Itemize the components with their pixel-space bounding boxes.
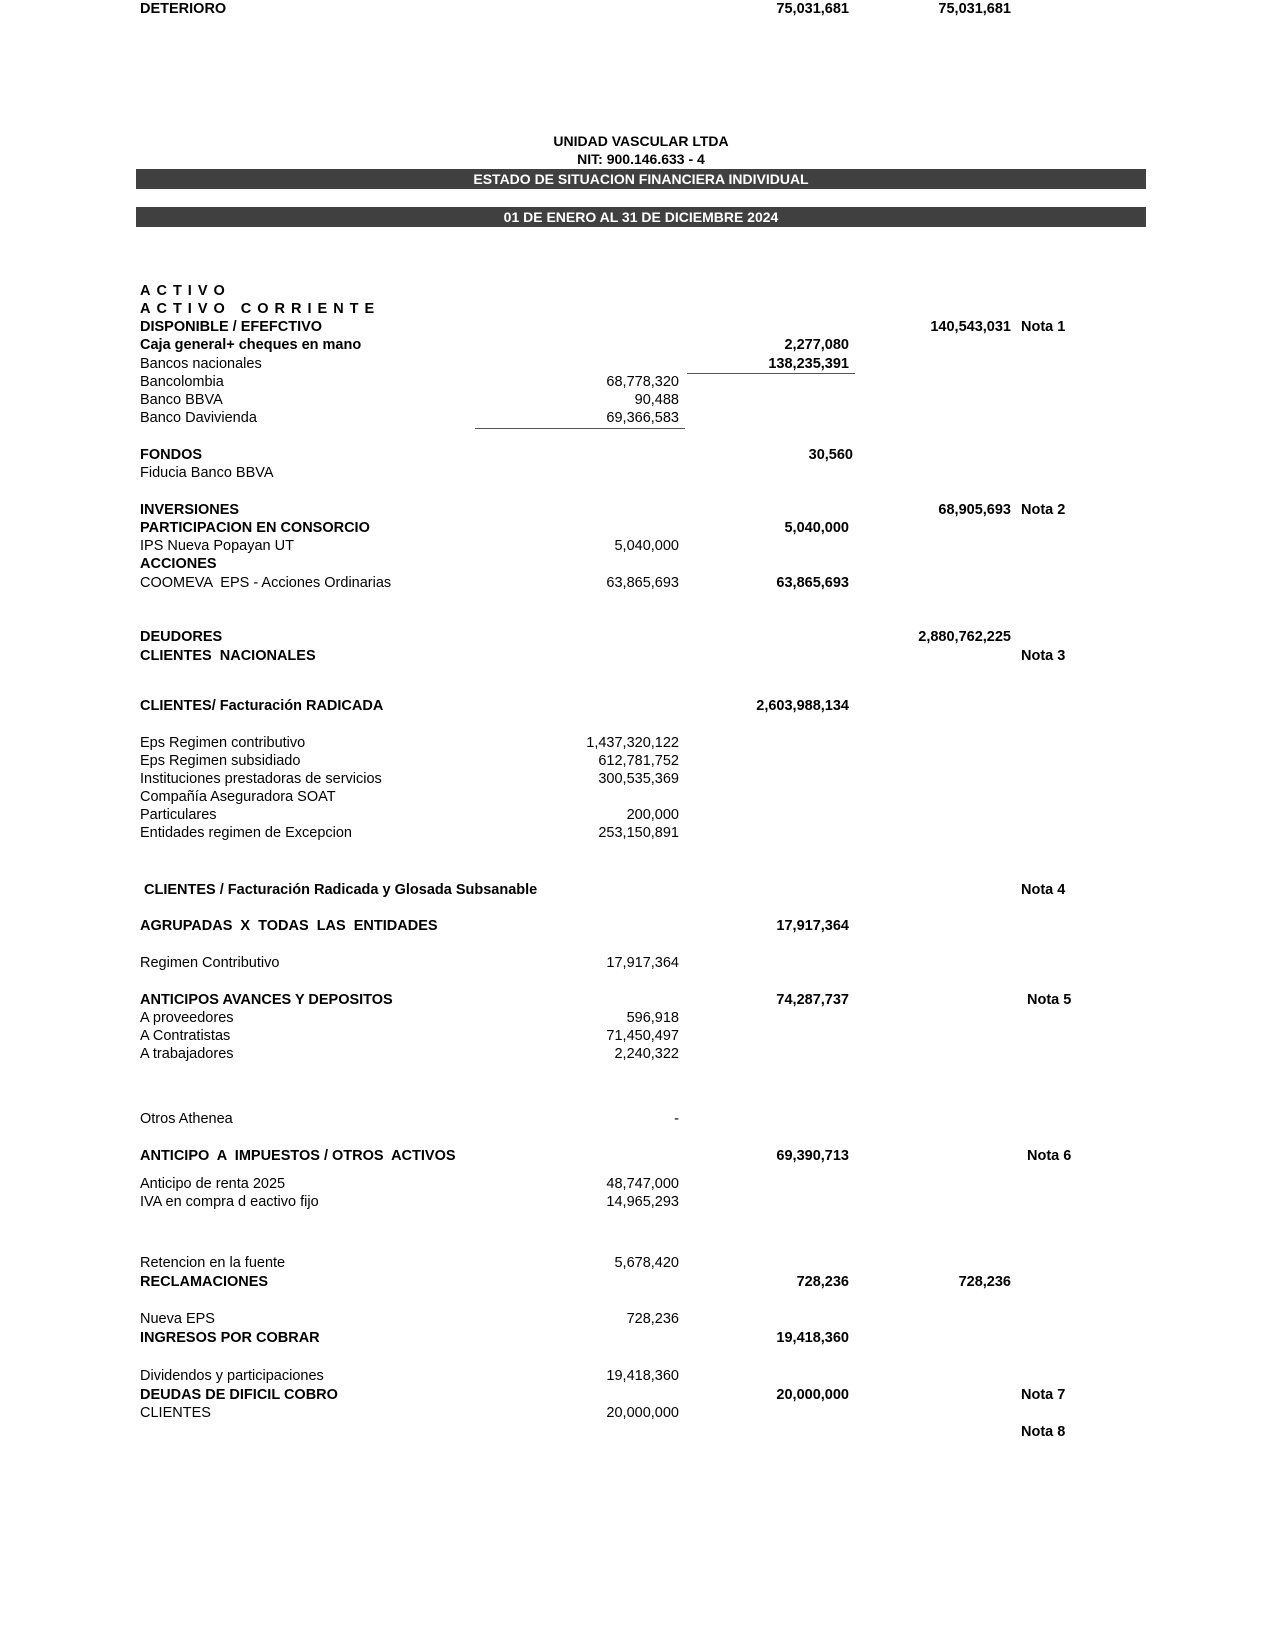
statement-row — [0, 501, 1275, 519]
note-reference: Nota 6 — [1027, 1148, 1072, 1164]
row-label: IPS Nueva Popayan UT — [140, 538, 294, 554]
total-amount: 140,543,031 — [930, 319, 1011, 335]
company-nit: NIT: 900.146.633 - 4 — [577, 151, 705, 167]
statement-row — [0, 1027, 1275, 1045]
row-label: Nueva EPS — [140, 1311, 215, 1327]
statement-row — [0, 537, 1275, 555]
row-label: Regimen Contributivo — [140, 955, 280, 971]
row-label: Banco Davivienda — [140, 410, 257, 426]
subtotal-amount: 19,418,360 — [776, 1330, 849, 1346]
row-label: DEUDAS DE DIFICIL COBRO — [140, 1387, 338, 1403]
statement-row — [0, 355, 1275, 373]
statement-row — [0, 697, 1275, 715]
statement-title-bar: ESTADO DE SITUACION FINANCIERA INDIVIDUAL — [136, 169, 1146, 189]
row-label: AGRUPADAS X TODAS LAS ENTIDADES — [140, 918, 438, 934]
subtotal-amount: 5,040,000 — [784, 520, 849, 536]
statement-row — [0, 1110, 1275, 1128]
statement-row — [0, 954, 1275, 972]
detail-amount: 200,000 — [626, 807, 679, 823]
row-label: Bancolombia — [140, 374, 224, 390]
statement-row — [0, 1254, 1275, 1272]
statement-row — [0, 300, 1275, 318]
statement-row — [0, 788, 1275, 806]
statement-row — [0, 282, 1275, 300]
total-amount: 75,031,681 — [938, 1, 1011, 17]
row-label: A trabajadores — [140, 1046, 234, 1062]
detail-amount: 17,917,364 — [606, 955, 679, 971]
row-label: ANTICIPOS AVANCES Y DEPOSITOS — [140, 992, 393, 1008]
statement-row — [0, 628, 1275, 646]
detail-amount: 1,437,320,122 — [586, 735, 679, 751]
row-label: Otros Athenea — [140, 1111, 233, 1127]
subtotal-rule — [687, 373, 855, 374]
detail-amount: 596,918 — [626, 1010, 679, 1026]
detail-amount: 19,418,360 — [606, 1368, 679, 1384]
detail-amount: - — [674, 1111, 679, 1127]
note-reference: Nota 3 — [1021, 648, 1066, 664]
row-label: ACTIVO — [140, 283, 231, 299]
row-label: Eps Regimen subsidiado — [140, 753, 301, 769]
statement-row — [0, 1329, 1275, 1347]
statement-row — [0, 1193, 1275, 1211]
detail-amount: 5,678,420 — [614, 1255, 679, 1271]
row-label: Particulares — [140, 807, 217, 823]
row-label: Compañía Aseguradora SOAT — [140, 789, 336, 805]
detail-amount: 728,236 — [626, 1311, 679, 1327]
note-reference: Nota 7 — [1021, 1387, 1066, 1403]
row-label: COOMEVA EPS - Acciones Ordinarias — [140, 575, 392, 591]
row-label: INVERSIONES — [140, 502, 240, 518]
statement-row — [0, 574, 1275, 592]
row-label: Retencion en la fuente — [140, 1255, 286, 1271]
statement-row — [0, 1404, 1275, 1422]
note-reference: Nota 1 — [1021, 319, 1066, 335]
statement-row — [0, 991, 1275, 1009]
statement-row — [0, 1175, 1275, 1193]
detail-amount: 63,865,693 — [606, 575, 679, 591]
row-label: A Contratistas — [140, 1028, 231, 1044]
statement-row — [0, 1009, 1275, 1027]
row-label: ANTICIPO A IMPUESTOS / OTROS ACTIVOS — [140, 1148, 456, 1164]
company-name: UNIDAD VASCULAR LTDA — [553, 133, 729, 149]
total-amount: 2,880,762,225 — [918, 629, 1011, 645]
subtotal-amount: 63,865,693 — [776, 575, 849, 591]
detail-amount: 68,778,320 — [606, 374, 679, 390]
subtotal-rule — [475, 428, 685, 429]
row-label: Banco BBVA — [140, 392, 223, 408]
statement-period-bar: 01 DE ENERO AL 31 DE DICIEMBRE 2024 — [136, 207, 1146, 227]
statement-row — [0, 391, 1275, 409]
note-reference: Nota 5 — [1027, 992, 1072, 1008]
detail-amount: 69,366,583 — [606, 410, 679, 426]
detail-amount: 300,535,369 — [598, 771, 679, 787]
row-label: A proveedores — [140, 1010, 234, 1026]
detail-amount: 612,781,752 — [598, 753, 679, 769]
row-label: Instituciones prestadoras de servicios — [140, 771, 382, 787]
row-label: Dividendos y participaciones — [140, 1368, 324, 1384]
total-amount: 68,905,693 — [938, 502, 1011, 518]
statement-row — [0, 555, 1275, 573]
statement-row — [0, 1423, 1275, 1441]
detail-amount: 48,747,000 — [606, 1176, 679, 1192]
statement-row — [0, 647, 1275, 665]
statement-row — [0, 1147, 1275, 1165]
row-label: Entidades regimen de Excepcion — [140, 825, 352, 841]
subtotal-amount: 75,031,681 — [776, 1, 849, 17]
note-reference: Nota 2 — [1021, 502, 1066, 518]
row-label: Caja general+ cheques en mano — [140, 337, 362, 353]
statement-row — [0, 0, 1275, 18]
subtotal-amount: 138,235,391 — [768, 356, 849, 372]
detail-amount: 5,040,000 — [614, 538, 679, 554]
statement-row — [0, 752, 1275, 770]
statement-row — [0, 770, 1275, 788]
statement-row — [0, 734, 1275, 752]
statement-row — [0, 917, 1275, 935]
statement-row — [0, 464, 1275, 482]
statement-row — [0, 318, 1275, 336]
subtotal-amount: 2,603,988,134 — [756, 698, 849, 714]
subtotal-amount: 74,287,737 — [776, 992, 849, 1008]
statement-row — [0, 881, 1275, 899]
row-label: CLIENTES NACIONALES — [140, 648, 316, 664]
row-label: Anticipo de renta 2025 — [140, 1176, 286, 1192]
row-label: RECLAMACIONES — [140, 1274, 269, 1290]
row-label: Fiducia Banco BBVA — [140, 465, 274, 481]
row-label: CLIENTES/ Facturación RADICADA — [140, 698, 384, 714]
detail-amount: 14,965,293 — [606, 1194, 679, 1210]
statement-row — [0, 409, 1275, 427]
statement-row — [0, 1045, 1275, 1063]
detail-amount: 90,488 — [634, 392, 679, 408]
statement-row — [0, 1386, 1275, 1404]
statement-row — [0, 519, 1275, 537]
statement-row — [0, 336, 1275, 354]
row-label: DEUDORES — [140, 629, 223, 645]
row-label: PARTICIPACION EN CONSORCIO — [140, 520, 370, 536]
detail-amount: 2,240,322 — [614, 1046, 679, 1062]
statement-row — [0, 1367, 1275, 1385]
row-label: DETERIORO — [140, 1, 227, 17]
row-label: INGRESOS POR COBRAR — [140, 1330, 320, 1346]
row-label: CLIENTES / Facturación Radicada y Glosada Subsanable — [144, 882, 538, 898]
subtotal-amount: 2,277,080 — [784, 337, 849, 353]
row-label: Eps Regimen contributivo — [140, 735, 306, 751]
detail-amount: 71,450,497 — [606, 1028, 679, 1044]
subtotal-amount: 69,390,713 — [776, 1148, 849, 1164]
statement-row — [0, 824, 1275, 842]
subtotal-amount: 20,000,000 — [776, 1387, 849, 1403]
subtotal-amount: 30,560 — [808, 447, 853, 463]
statement-row — [0, 1273, 1275, 1291]
row-label: CLIENTES — [140, 1405, 211, 1421]
row-label: FONDOS — [140, 447, 203, 463]
row-label: DISPONIBLE / EFEFCTIVO — [140, 319, 323, 335]
subtotal-amount: 17,917,364 — [776, 918, 849, 934]
statement-row — [0, 1310, 1275, 1328]
statement-row — [0, 373, 1275, 391]
note-reference: Nota 8 — [1021, 1424, 1066, 1440]
row-label: IVA en compra d eactivo fijo — [140, 1194, 319, 1210]
subtotal-amount: 728,236 — [796, 1274, 849, 1290]
row-label: Bancos nacionales — [140, 356, 262, 372]
row-label: ACCIONES — [140, 556, 217, 572]
statement-row — [0, 806, 1275, 824]
row-label: ACTIVO CORRIENTE — [140, 301, 381, 317]
note-reference: Nota 4 — [1021, 882, 1066, 898]
detail-amount: 20,000,000 — [606, 1405, 679, 1421]
detail-amount: 253,150,891 — [598, 825, 679, 841]
statement-row — [0, 446, 1275, 464]
total-amount: 728,236 — [958, 1274, 1011, 1290]
